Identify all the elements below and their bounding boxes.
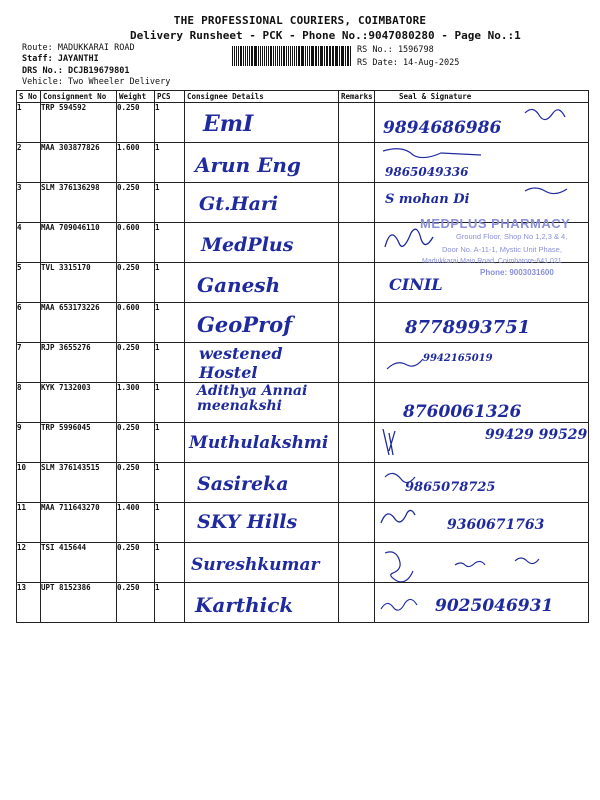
row-signature: [375, 103, 589, 143]
row-weight: 1.300: [117, 383, 155, 423]
barcode-bar: [302, 46, 303, 66]
row-remarks: [339, 583, 375, 623]
barcode-bar: [262, 46, 263, 66]
row-signature: [375, 503, 589, 543]
vehicle-label: Vehicle: Two Wheeler Delivery: [22, 77, 171, 87]
row-sno: 6: [17, 303, 41, 343]
consignee-handwriting: Sureshkumar: [191, 555, 320, 575]
row-remarks: [339, 383, 375, 423]
row-remarks: [339, 503, 375, 543]
rs-date: RS Date: 14-Aug-2025: [357, 58, 460, 68]
barcode-bar: [266, 46, 267, 66]
barcode-bar: [236, 46, 237, 66]
row-sno: 12: [17, 543, 41, 583]
table-row: [17, 583, 589, 623]
signature-handwriting: 9865078725: [405, 480, 496, 495]
staff-label: Staff: JAYANTHI: [22, 54, 99, 64]
row-signature: [375, 343, 589, 383]
barcode-bar: [326, 46, 328, 66]
row-consignment-no: UPT 8152386: [41, 583, 117, 623]
col-header-signature: Seal & Signature: [375, 91, 589, 103]
row-consignment-no: RJP 3655276: [41, 343, 117, 383]
row-weight: 0.250: [117, 463, 155, 503]
barcode-bar: [321, 46, 322, 66]
row-weight: 0.600: [117, 303, 155, 343]
row-pcs: 1: [155, 503, 185, 543]
barcode-bar: [260, 46, 261, 66]
row-consignment-no: TVL 3315170: [41, 263, 117, 303]
barcode-bar: [342, 46, 344, 66]
row-sno: 13: [17, 583, 41, 623]
row-weight: 0.250: [117, 543, 155, 583]
barcode-bar: [307, 46, 308, 66]
row-consignee: [185, 263, 339, 303]
barcode-bar: [258, 46, 259, 66]
row-consignment-no: TSI 415644: [41, 543, 117, 583]
row-sno: 1: [17, 103, 41, 143]
row-consignee: [185, 343, 339, 383]
stamp-address-line2: Door No. A-11-1, Mystic Unit Phase,: [442, 245, 562, 254]
barcode-bar: [332, 46, 333, 66]
row-consignee: [185, 223, 339, 263]
barcode-bar: [268, 46, 269, 66]
row-signature: [375, 423, 589, 463]
row-signature: [375, 543, 589, 583]
row-signature: [375, 303, 589, 343]
table-row: [17, 463, 589, 503]
row-pcs: 1: [155, 463, 185, 503]
row-consignment-no: MAA 303877826: [41, 143, 117, 183]
barcode-bar: [275, 46, 276, 66]
row-weight: 0.250: [117, 343, 155, 383]
row-weight: 0.250: [117, 103, 155, 143]
row-pcs: 1: [155, 543, 185, 583]
row-consignment-no: SLM 376136298: [41, 183, 117, 223]
consignee-handwriting: SKY Hills: [197, 511, 298, 533]
barcode-bar: [234, 46, 235, 66]
row-consignee: [185, 303, 339, 343]
stamp-phone: Phone: 9003031600: [480, 268, 554, 277]
table-row: [17, 383, 589, 423]
barcode-bar: [312, 46, 313, 66]
signature-handwriting: 99429 99529: [485, 427, 588, 443]
row-sno: 11: [17, 503, 41, 543]
barcode-bar: [341, 46, 342, 66]
route-label: Route: MADUKKARAI ROAD: [22, 43, 135, 53]
row-weight: 0.250: [117, 183, 155, 223]
row-remarks: [339, 263, 375, 303]
row-pcs: 1: [155, 303, 185, 343]
barcode-bar: [311, 46, 312, 66]
barcode-bar: [264, 46, 265, 66]
runsheet-table: [16, 90, 589, 623]
barcode-bar: [330, 46, 331, 66]
row-consignment-no: MAA 711643270: [41, 503, 117, 543]
consignee-handwriting: westened Hostel: [199, 344, 283, 382]
barcode-bar: [238, 46, 239, 66]
barcode-bar: [290, 46, 291, 66]
barcode-bar: [232, 46, 233, 66]
row-weight: 0.250: [117, 583, 155, 623]
barcode-bar: [329, 46, 330, 66]
table-row: [17, 303, 589, 343]
barcode-bar: [270, 46, 272, 66]
signature-handwriting: CINIL: [389, 275, 443, 294]
row-pcs: 1: [155, 103, 185, 143]
row-consignment-no: KYK 7132003: [41, 383, 117, 423]
consignee-handwriting: Muthulakshmi: [189, 433, 329, 453]
row-remarks: [339, 183, 375, 223]
barcode-bar: [294, 46, 295, 66]
barcode-bar: [335, 46, 336, 66]
barcode-bar: [251, 46, 252, 66]
barcode-bar: [245, 46, 246, 66]
barcode-bar: [288, 46, 289, 66]
barcode-bar: [255, 46, 257, 66]
row-consignee: [185, 383, 339, 423]
barcode-bar: [254, 46, 255, 66]
row-signature: [375, 383, 589, 423]
barcode-bar: [247, 46, 248, 66]
barcode-bar: [324, 46, 325, 66]
row-pcs: 1: [155, 183, 185, 223]
barcode-bar: [309, 46, 310, 66]
col-header-remarks: Remarks: [339, 91, 375, 103]
row-consignee: [185, 463, 339, 503]
row-remarks: [339, 223, 375, 263]
signature-handwriting: 9942165019: [423, 353, 493, 364]
barcode-bar: [339, 46, 340, 66]
table-row: [17, 423, 589, 463]
row-consignee: [185, 103, 339, 143]
signature-handwriting: 8760061326: [403, 402, 522, 422]
signature-handwriting: 9865049336: [385, 165, 469, 179]
table-row: [17, 503, 589, 543]
row-remarks: [339, 103, 375, 143]
signature-scribble: [375, 543, 589, 582]
col-header-consignee: Consignee Details: [185, 91, 339, 103]
barcode-bar: [315, 46, 317, 66]
row-sno: 9: [17, 423, 41, 463]
row-consignment-no: TRP 5996045: [41, 423, 117, 463]
row-consignee: [185, 583, 339, 623]
barcode-bar: [336, 46, 337, 66]
barcode-bar: [292, 46, 293, 66]
signature-handwriting: 9360671763: [447, 517, 545, 533]
barcode-bar: [347, 46, 348, 66]
row-consignee: [185, 183, 339, 223]
row-remarks: [339, 543, 375, 583]
barcode-bar: [345, 46, 346, 66]
consignee-handwriting: MedPlus: [201, 234, 294, 256]
table-row: [17, 343, 589, 383]
row-pcs: 1: [155, 583, 185, 623]
row-signature: [375, 143, 589, 183]
row-sno: 10: [17, 463, 41, 503]
barcode-bar: [249, 46, 250, 66]
row-sno: 4: [17, 223, 41, 263]
table-row: [17, 543, 589, 583]
row-weight: 1.400: [117, 503, 155, 543]
barcode-bar: [318, 46, 319, 66]
row-consignee: [185, 143, 339, 183]
consignee-handwriting: Ganesh: [197, 273, 281, 297]
row-remarks: [339, 343, 375, 383]
row-consignment-no: MAA 709046110: [41, 223, 117, 263]
barcode-bar: [283, 46, 285, 66]
consignee-handwriting: EmI: [203, 111, 254, 137]
barcode-bar: [273, 46, 274, 66]
barcode-bar: [240, 46, 242, 66]
consignee-handwriting: Arun Eng: [195, 153, 301, 177]
row-consignee: [185, 423, 339, 463]
row-consignment-no: SLM 376143515: [41, 463, 117, 503]
row-remarks: [339, 143, 375, 183]
barcode-bar: [286, 46, 287, 66]
row-weight: 0.250: [117, 423, 155, 463]
consignee-handwriting: Gt.Hari: [199, 193, 279, 215]
row-remarks: [339, 463, 375, 503]
consignee-handwriting: Sasireka: [197, 473, 289, 495]
row-consignee: [185, 503, 339, 543]
row-consignment-no: MAA 653173226: [41, 303, 117, 343]
row-sno: 7: [17, 343, 41, 383]
row-consignee: [185, 543, 339, 583]
row-signature: [375, 583, 589, 623]
row-pcs: 1: [155, 263, 185, 303]
row-pcs: 1: [155, 383, 185, 423]
col-header-pcs: PCS: [155, 91, 185, 103]
signature-handwriting: 9894686986: [383, 118, 502, 138]
row-remarks: [339, 303, 375, 343]
barcode-bar: [320, 46, 321, 66]
signature-handwriting: 9025046931: [435, 596, 554, 616]
row-signature: [375, 463, 589, 503]
row-pcs: 1: [155, 343, 185, 383]
row-sno: 8: [17, 383, 41, 423]
barcode-bar: [243, 46, 244, 66]
table-header-row: [17, 91, 589, 103]
barcode: [232, 46, 352, 66]
barcode-bar: [350, 46, 351, 66]
col-header-sno: S No: [17, 91, 41, 103]
signature-handwriting: S mohan Di: [385, 192, 470, 207]
row-pcs: 1: [155, 423, 185, 463]
row-consignment-no: TRP 594592: [41, 103, 117, 143]
consignee-handwriting: Adithya Annai meenakshi: [197, 383, 308, 414]
document-subtitle: Delivery Runsheet - PCK - Phone No.:9047080280 - Page No.:1: [130, 29, 521, 42]
consignee-handwriting: Karthick: [195, 593, 294, 617]
rs-number: RS No.: 1596798: [357, 45, 434, 55]
col-header-weight: Weight: [117, 91, 155, 103]
row-weight: 0.250: [117, 263, 155, 303]
signature-handwriting: 8778993751: [405, 317, 531, 338]
row-weight: 0.600: [117, 223, 155, 263]
drs-number: DRS No.: DCJB19679801: [22, 66, 130, 76]
row-sno: 2: [17, 143, 41, 183]
row-weight: 1.600: [117, 143, 155, 183]
consignee-handwriting: GeoProf: [197, 312, 293, 337]
stamp-name: MEDPLUS PHARMACY: [420, 216, 571, 231]
table-row: [17, 103, 589, 143]
row-pcs: 1: [155, 143, 185, 183]
stamp-address-line1: Ground Floor, Shop No 1,2,3 & 4,: [456, 232, 568, 241]
barcode-bar: [301, 46, 302, 66]
barcode-bar: [281, 46, 282, 66]
row-sno: 5: [17, 263, 41, 303]
col-header-consignment: Consignment No: [41, 91, 117, 103]
barcode-bar: [305, 46, 306, 66]
barcode-bar: [296, 46, 297, 66]
row-pcs: 1: [155, 223, 185, 263]
row-remarks: [339, 423, 375, 463]
barcode-bar: [279, 46, 280, 66]
table-row: [17, 143, 589, 183]
stamp-address-line3: Madukkarai Main Road, Coimbatore-641 021: [422, 258, 562, 265]
row-sno: 3: [17, 183, 41, 223]
barcode-bar: [277, 46, 278, 66]
barcode-bar: [298, 46, 300, 66]
document-title: THE PROFESSIONAL COURIERS, COIMBATORE: [173, 14, 427, 27]
